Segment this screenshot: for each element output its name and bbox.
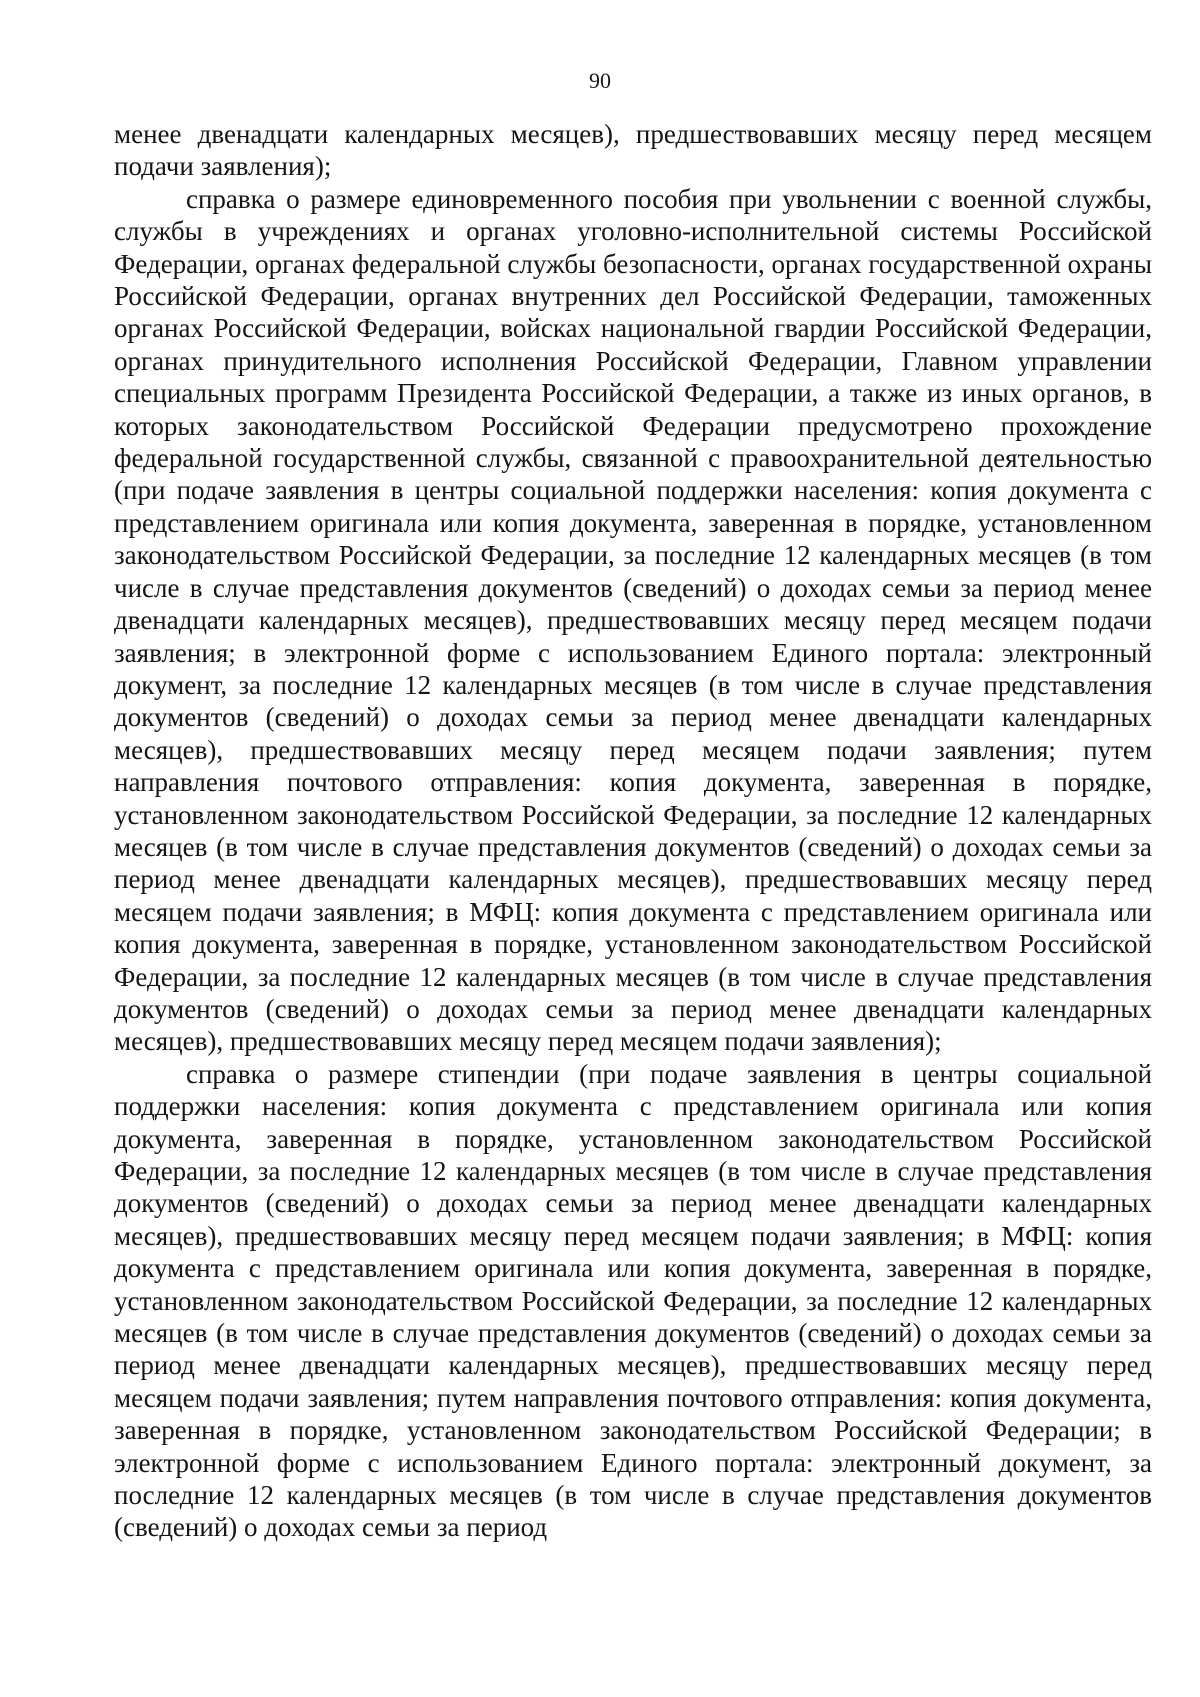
paragraph-severance-certificate: справка о размере единовременного пособия при увольнении с военной службы, службы в учреждениях и органах уголовно-исполнительной системы Российской Федерации, органах федеральной службы безопасности, органах государственной охраны Российской Федерации, органах внутренних дел Российской Федерации, таможенных органах Российской Федерации, войсках национальной гвардии Российской Федерации, органах принудительного исполнения Российской Федерации, Главном управлении специальных программ Президента Российской Федерации, а также из иных органов, в которых законодательством Российской Федерации предусмотрено прохождение федеральной государственной службы, связанной с правоохранительной деятельностью (при подаче заявления в центры социальной поддержки населения: копия документа с представлением оригинала или копия документа, заверенная в порядке, установленном законодательством Российской Федерации, за последние 12 календарных месяцев (в том числе в случае представления документов (сведений) о доходах семьи за период менее двенадцати календарных месяцев), предшествовавших месяцу перед месяцем подачи заявления; в электронной форме с использованием Единого портала: электронный документ, за последние 12 календарных месяцев (в том числе в случае представления документов (сведений) о доходах семьи за период менее двенадцати календарных месяцев), предшествовавших месяцу перед месяцем подачи заявления; путем направления почтового отправления: копия документа, заверенная в порядке, установленном законодательством Российской Федерации, за последние 12 календарных месяцев (в том числе в случае представления документов (сведений) о доходах семьи за период менее двенадцати календарных месяцев), предшествовавших месяцу перед месяцем подачи заявления; в МФЦ: копия документа с представлением оригинала или копия документа, заверенная в порядке, установленном законодательством Российской Федерации, за последние 12 календарных месяцев (в том числе в случае представления документов (сведений) о доходах семьи за период менее двенадцати календарных месяцев), предшествовавших месяцу перед месяцем подачи заявления); bbox=[114, 183, 1152, 1057]
page-number: 90 bbox=[589, 68, 611, 93]
paragraph-scholarship-certificate: справка о размере стипендии (при подаче заявления в центры социальной поддержки населения: копия документа с представлением оригинала или копия документа, заверенная в порядке, установленном законодательством Российской Федерации, за последние 12 календарных месяцев (в том числе в случае представления документов (сведений) о доходах семьи за период менее двенадцати календарных месяцев), предшествовавших месяцу перед месяцем подачи заявления; в МФЦ: копия документа с представлением оригинала или копия документа, заверенная в порядке, установленном законодательством Российской Федерации, за последние 12 календарных месяцев (в том числе в случае представления документов (сведений) о доходах семьи за период менее двенадцати календарных месяцев), предшествовавших месяцу перед месяцем подачи заявления; путем направления почтового отправления: копия документа, заверенная в порядке, установленном законодательством Российской Федерации; в электронной форме с использованием Единого портала: электронный документ, за последние 12 календарных месяцев (в том числе в случае представления документов (сведений) о доходах семьи за период bbox=[114, 1058, 1152, 1543]
document-body bbox=[114, 118, 1152, 1544]
paragraph-continuation: менее двенадцати календарных месяцев), предшествовавших месяцу перед месяцем подачи заявления); bbox=[114, 119, 1152, 182]
